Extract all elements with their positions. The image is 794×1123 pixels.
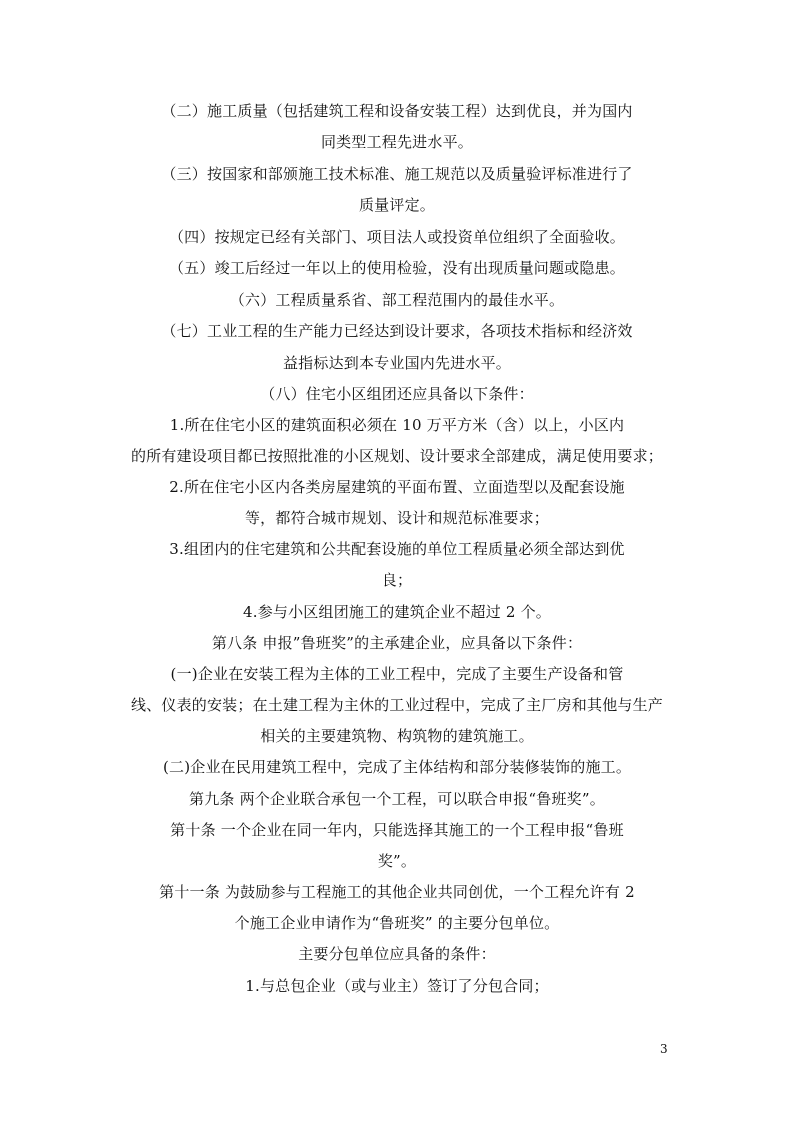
text-line: 第九条 两个企业联合承包一个工程，可以联合申报“鲁班奖”。 (189, 790, 605, 808)
text-line: 质量评定。 (358, 196, 435, 214)
text-line: 良； (381, 571, 413, 589)
text-line: 第十一条 为鼓励参与工程施工的其他企业共同创优，一个工程允许有 2 (159, 883, 635, 901)
page-number: 3 (660, 1042, 668, 1056)
text-line: 等，都符合城市规划、设计和规范标准要求； (244, 509, 549, 527)
text-line: 相关的主要建筑物、构筑物的建筑施工。 (260, 727, 534, 745)
text-line: 个施工企业申请作为“鲁班奖” 的主要分包单位。 (234, 914, 560, 932)
text-line: (二)企业在民用建筑工程中，完成了主体结构和部分装修装饰的施工。 (162, 758, 632, 776)
text-line: （七）工业工程的生产能力已经达到设计要求，各项技术指标和经济效 (161, 322, 633, 340)
text-line: （六）工程质量系省、部工程范围内的最佳水平。 (229, 291, 565, 309)
text-line: （三）按国家和部颁施工技术标准、施工规范以及质量验评标准进行了 (161, 165, 633, 183)
text-line: 的所有建设项目都已按照批准的小区规划、设计要求全部建成，满足使用要求； (130, 447, 663, 465)
text-line: 2.所在住宅小区内各类房屋建筑的平面布置、立面造型以及配套设施 (169, 478, 625, 496)
text-line: 1.与总包企业（或与业主）签订了分包合同； (245, 977, 549, 995)
text-line: 第八条 申报”鲁班奖”的主承建企业，应具备以下条件： (211, 634, 583, 652)
text-line: 3.组团内的住宅建筑和公共配套设施的单位工程质量必须全部达到优 (169, 540, 625, 558)
text-line: （四）按规定已经有关部门、项目法人或投资单位组织了全面验收。 (168, 228, 625, 246)
text-line: （八）住宅小区组团还应具备以下条件： (260, 385, 534, 403)
text-line: 主要分包单位应具备的条件： (298, 945, 496, 963)
text-line: （五）竣工后经过一年以上的使用检验，没有出现质量问题或隐患。 (168, 259, 625, 277)
text-line: 1.所在住宅小区的建筑面积必须在 10 万平方米（含）以上，小区内 (169, 416, 625, 434)
text-line: (一)企业在安装工程为主体的工业工程中，完成了主要生产设备和管 (170, 665, 624, 683)
text-line: 同类型工程先进水平。 (320, 133, 473, 151)
text-line: （二）施工质量（包括建筑工程和设备安装工程）达到优良，并为国内 (161, 102, 633, 120)
text-line: 第十条 一个企业在同一年内，只能选择其施工的一个工程申报“鲁班 (170, 821, 624, 839)
text-line: 4.参与小区组团施工的建筑企业不超过 2 个。 (243, 603, 551, 621)
text-line: 益指标达到本专业国内先进水平。 (282, 354, 511, 372)
text-line: 线、仪表的安装；在土建工程为主休的工业过程中，完成了主厂房和其他与生产 (130, 696, 663, 714)
text-line: 奖”。 (377, 852, 417, 870)
